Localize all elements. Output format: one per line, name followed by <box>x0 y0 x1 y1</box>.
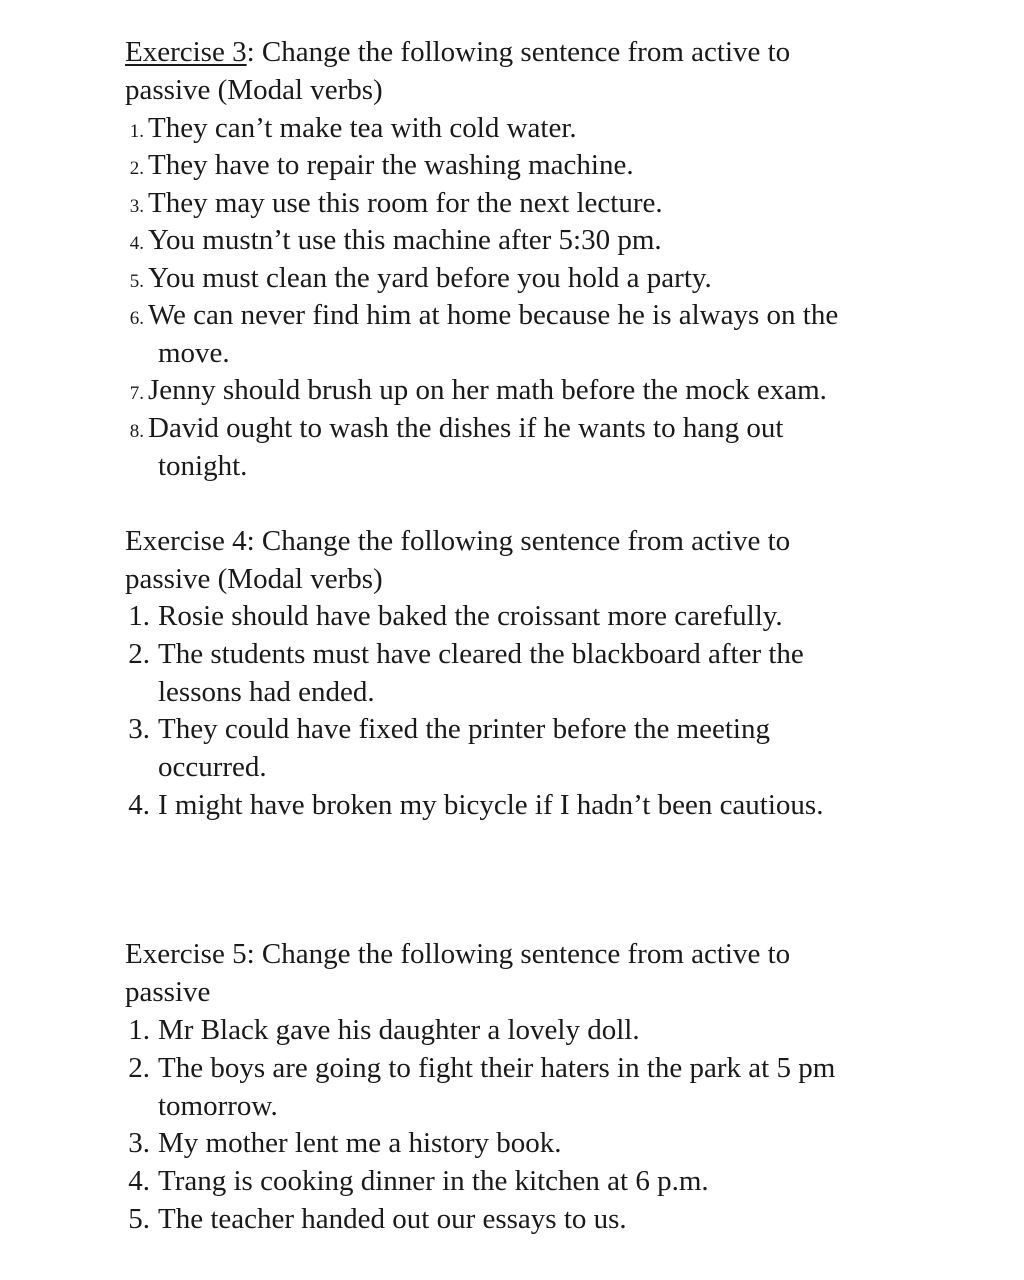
item-text: They could have fixed the printer before the meeting <box>158 713 770 745</box>
item-number: 6. <box>129 308 144 329</box>
item-text: Mr Black gave his daughter a lovely doll. <box>158 1014 640 1046</box>
item-number: 4. <box>128 789 150 821</box>
item-text: Jenny should brush up on her math before the mock exam. <box>148 374 827 406</box>
item-number: 4. <box>129 233 144 254</box>
item-text: My mother lent me a history book. <box>158 1127 562 1159</box>
item-text-continued: occurred. <box>158 751 267 783</box>
item-number: 2. <box>129 158 144 179</box>
item-number: 7. <box>129 383 144 404</box>
item-text: They have to repair the washing machine. <box>148 149 634 181</box>
exercise-3-heading <box>125 33 925 109</box>
item-number: 3. <box>129 196 144 217</box>
exercise-5-instruction: Exercise 5: Change the following sentence from active to <box>125 938 791 970</box>
item-number: 4. <box>128 1165 150 1197</box>
item-number: 2. <box>128 638 150 670</box>
exercise-4-heading <box>125 522 925 598</box>
exercise-3-instruction: : Change the following sentence from active to <box>246 36 791 68</box>
item-text: You must clean the yard before you hold a party. <box>148 262 712 294</box>
item-number: 3. <box>128 1127 150 1159</box>
item-text: I might have broken my bicycle if I hadn’t been cautious. <box>158 789 824 821</box>
item-text-continued: tonight. <box>158 450 248 482</box>
item-number: 2. <box>128 1052 150 1084</box>
exercise-5-heading <box>125 935 925 1011</box>
item-number: 1. <box>128 1014 150 1046</box>
item-text-continued: lessons had ended. <box>158 676 375 708</box>
item-number: 1. <box>128 600 150 632</box>
exercise-3-title: Exercise 3 <box>125 36 247 68</box>
item-text: The students must have cleared the blackboard after the <box>158 638 804 670</box>
exercise-4-instruction: Exercise 4: Change the following sentence from active to <box>125 525 791 557</box>
item-text: David ought to wash the dishes if he wants to hang out <box>148 412 784 444</box>
item-text: The boys are going to fight their haters in the park at 5 pm <box>158 1052 836 1084</box>
item-text-continued: tomorrow. <box>158 1090 278 1122</box>
exercise-5-instruction-line2: passive <box>125 976 211 1008</box>
item-number: 1. <box>129 121 144 142</box>
item-text: You mustn’t use this machine after 5:30 pm. <box>148 224 662 256</box>
item-number: 5. <box>128 1203 150 1235</box>
item-text: We can never find him at home because he is always on the <box>148 299 839 331</box>
item-text-continued: move. <box>158 337 230 369</box>
item-number: 8. <box>129 421 144 442</box>
exercise-3-instruction-line2: passive (Modal verbs) <box>125 74 383 106</box>
item-text: They can’t make tea with cold water. <box>148 112 577 144</box>
item-text: Rosie should have baked the croissant more carefully. <box>158 600 783 632</box>
item-text: They may use this room for the next lecture. <box>148 187 663 219</box>
exercise-4-instruction-line2: passive (Modal verbs) <box>125 563 383 595</box>
item-number: 5. <box>129 271 144 292</box>
item-text: Trang is cooking dinner in the kitchen at 6 p.m. <box>158 1165 709 1197</box>
item-number: 3. <box>128 713 150 745</box>
item-text: The teacher handed out our essays to us. <box>158 1203 627 1235</box>
